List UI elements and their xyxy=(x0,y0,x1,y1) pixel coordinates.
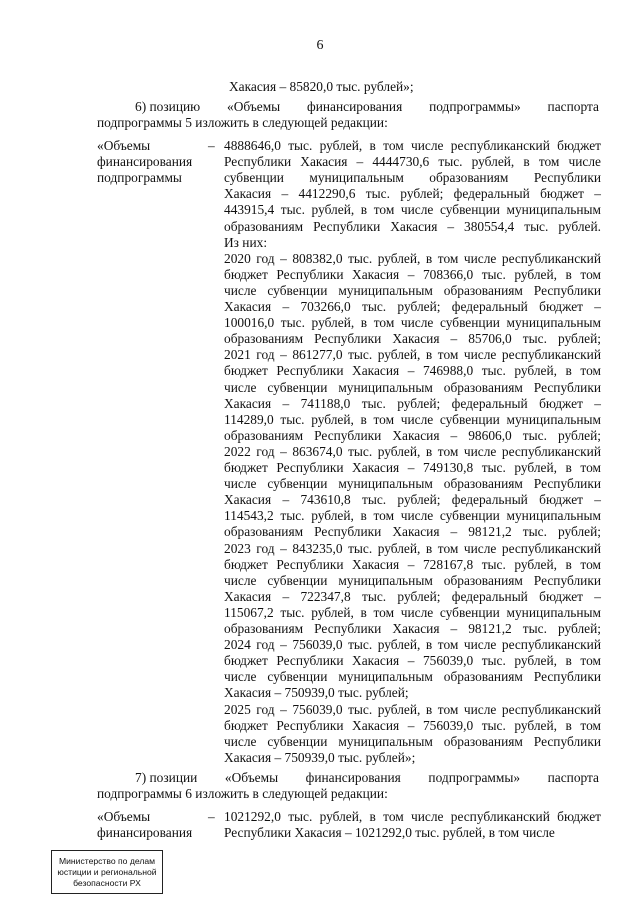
stamp-line: безопасности РХ xyxy=(73,878,141,888)
text-line: числе субвенции муниципальным образованиям Республики xyxy=(224,282,601,298)
label-line: финансирования xyxy=(97,154,193,169)
text-line: числе субвенции муниципальным образованиям Республики xyxy=(224,379,601,395)
text-line: бюджет Республики Хакасия – 708366,0 тыс. рублей, в том xyxy=(224,266,601,282)
item7-heading-line1 xyxy=(97,770,599,786)
stamp-line: юстиции и региональной xyxy=(57,867,157,877)
text-line: бюджет Республики Хакасия – 749130,8 тыс. рублей, в том xyxy=(224,460,601,475)
text-line: образованиям Республики Хакасия – 98121,2 тыс. рублей; xyxy=(224,621,601,636)
text-line: 114289,0 тыс. рублей, в том числе субвенции муниципальным xyxy=(224,411,601,427)
text-line: 100016,0 тыс. рублей, в том числе субвенции муниципальным xyxy=(224,315,601,331)
text-line: Хакасия – 722347,8 тыс. рублей; федеральный бюджет – xyxy=(224,588,601,604)
block7-dash: – xyxy=(208,809,215,824)
text-line: числе субвенции муниципальным образованиям Республики xyxy=(224,572,601,588)
text-line: Хакасия – 741188,0 тыс. рублей; федеральный бюджет – xyxy=(224,395,601,411)
text-line: 4888646,0 тыс. рублей, в том числе республиканский бюджет xyxy=(224,138,601,153)
text-line: 2021 год – 861277,0 тыс. рублей, в том числе республиканский xyxy=(224,347,601,363)
stamp-line: Министерство по делам xyxy=(58,856,156,866)
text-line: образованиям Республики Хакасия – 98121,2 тыс. рублей; xyxy=(224,524,601,540)
label-line: финансирования xyxy=(97,825,193,840)
text-line: образованиям Республики Хакасия – 380554,4 тыс. рублей. xyxy=(224,218,601,234)
text-line: бюджет Республики Хакасия – 728167,8 тыс. рублей, в том xyxy=(224,556,601,572)
item6-word: 6) позицию xyxy=(135,99,201,114)
item6-heading-line1 xyxy=(97,99,599,115)
text-line: 114543,2 тыс. рублей, в том числе субвенции муниципальным xyxy=(224,508,601,524)
text-line: 2022 год – 863674,0 тыс. рублей, в том числе республиканский xyxy=(224,443,601,459)
item6-word: финансирования xyxy=(307,99,403,114)
text-line: 2020 год – 808382,0 тыс. рублей, в том числе республиканский xyxy=(224,250,601,266)
text-line: образованиям Республики Хакасия – 98606,0 тыс. рублей; xyxy=(224,427,601,443)
item7-heading-line2: подпрограммы 6 изложить в следующей редакции: xyxy=(97,786,388,801)
text-line: бюджет Республики Хакасия – 756039,0 тыс. рублей, в том xyxy=(224,717,601,733)
text-line: 2024 год – 756039,0 тыс. рублей, в том числе республиканский xyxy=(224,637,601,653)
label-line: подпрограммы xyxy=(97,170,182,185)
text-line: Хакасия – 703266,0 тыс. рублей; федеральный бюджет – xyxy=(224,299,601,314)
text-line: Республики Хакасия – 4444730,6 тыс. рублей, в том числе xyxy=(224,154,601,170)
text-line: Хакасия – 4412290,6 тыс. рублей; федеральный бюджет – xyxy=(224,186,601,202)
text-line: 115067,2 тыс. рублей, в том числе субвенции муниципальным xyxy=(224,604,601,620)
text-line: Республики Хакасия – 1021292,0 тыс. рублей, в том числе xyxy=(224,825,555,841)
text-line: субвенции муниципальным образованиям Республики xyxy=(224,170,601,186)
ministry-stamp xyxy=(51,850,163,894)
text-line: Из них: xyxy=(224,234,268,250)
item7-word: подпрограммы» xyxy=(428,770,521,785)
text-line: бюджет Республики Хакасия – 746988,0 тыс. рублей, в том xyxy=(224,363,601,379)
item6-word: «Объемы xyxy=(227,99,281,114)
block6-dash: – xyxy=(208,138,215,153)
text-line: 2025 год – 756039,0 тыс. рублей, в том числе республиканский xyxy=(224,701,601,717)
page-number: 6 xyxy=(316,38,324,53)
text-line: 443915,4 тыс. рублей, в том числе субвенции муниципальным xyxy=(224,202,601,218)
text-line: Хакасия – 743610,8 тыс. рублей; федеральный бюджет – xyxy=(224,492,601,508)
text-line: 2023 год – 843235,0 тыс. рублей, в том числе республиканский xyxy=(224,540,601,556)
text-line: Хакасия – 750939,0 тыс. рублей; xyxy=(224,685,409,701)
block7-left-label xyxy=(97,809,192,841)
label-line: «Объемы xyxy=(97,138,151,153)
item6-word: подпрограммы» xyxy=(429,99,521,114)
text-line: 1021292,0 тыс. рублей, в том числе республиканский бюджет xyxy=(224,809,601,824)
item7-word: паспорта xyxy=(547,770,599,785)
text-line: числе субвенции муниципальным образованиям Республики xyxy=(224,476,601,492)
item6-word: паспорта xyxy=(547,99,599,114)
item6-heading-line2: подпрограммы 5 изложить в следующей редакции: xyxy=(97,115,388,130)
item7-word: финансирования xyxy=(305,770,401,785)
text-line: числе субвенции муниципальным образованиям Республики xyxy=(224,669,601,685)
item7-word: 7) позиции xyxy=(135,770,198,785)
text-line: бюджет Республики Хакасия – 756039,0 тыс. рублей, в том xyxy=(224,653,601,669)
label-line: «Объемы xyxy=(97,809,151,824)
intro-line: Хакасия – 85820,0 тыс. рублей»; xyxy=(229,79,414,94)
text-line: числе субвенции муниципальным образованиям Республики xyxy=(224,733,601,749)
item7-word: «Объемы xyxy=(224,770,279,785)
block6-left-label xyxy=(97,138,192,186)
text-line: образованиям Республики Хакасия – 85706,0 тыс. рублей; xyxy=(224,331,601,347)
text-line: Хакасия – 750939,0 тыс. рублей»; xyxy=(224,749,416,765)
